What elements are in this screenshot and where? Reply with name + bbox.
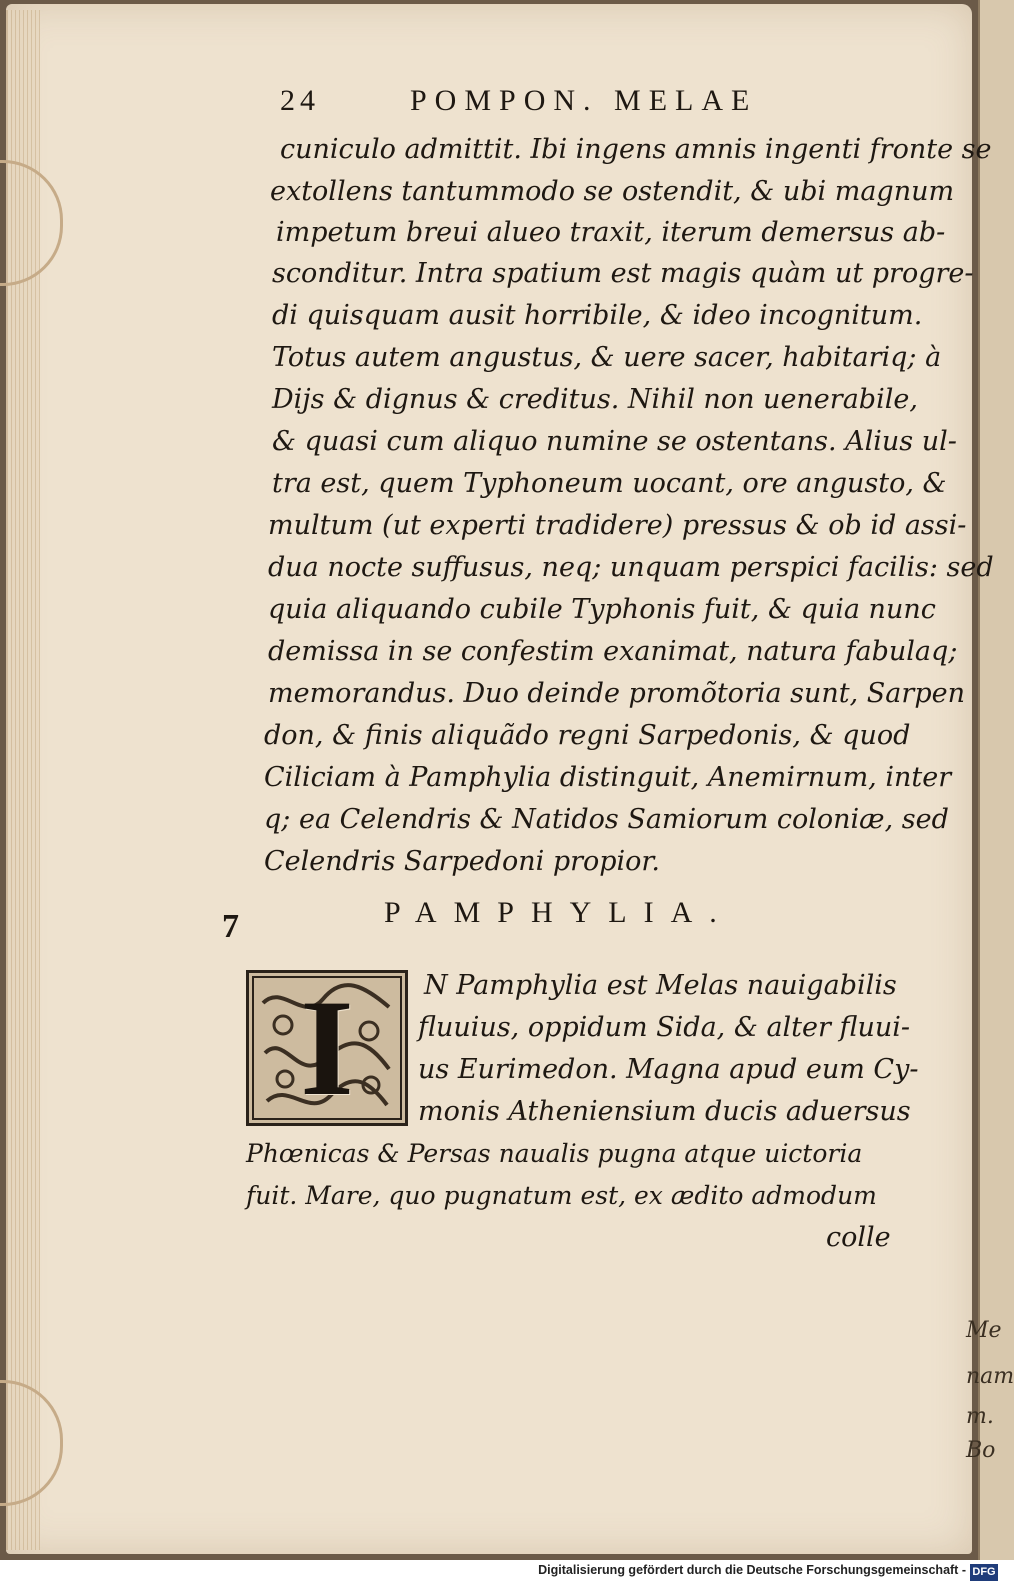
text-line: & quasi cum aliquo numine se ostentans. Alius ul- (272, 426, 957, 457)
text-line: cuniculo admittit. Ibi ingens amnis ingenti fronte se (280, 134, 992, 165)
text-line: memorandus. Duo deinde promõtoria sunt, Sarpen (268, 678, 965, 709)
text-line: sconditur. Intra spatium est magis quàm ut progre- (272, 258, 974, 289)
page-number: 24 (280, 84, 320, 117)
running-head (280, 84, 840, 124)
running-title: POMPON. MELAE (410, 84, 758, 117)
section-title: PAMPHYLIA. (384, 896, 734, 929)
margin-fragment: nam (966, 1364, 1014, 1389)
text-line: multum (ut experti tradidere) pressus & ob id assi- (268, 510, 967, 541)
text-line: di quisquam ausit horribile, & ideo incognitum. (272, 300, 923, 331)
dfg-logo-icon: DFG (970, 1564, 998, 1581)
text-line: dua nocte suffusus, neq; unquam perspici facilis: sed (268, 552, 994, 583)
text-line: Totus autem angustus, & uere sacer, habitariq; à (272, 342, 942, 373)
margin-fragment: Bo (966, 1438, 996, 1463)
decorated-initial (246, 970, 408, 1126)
margin-fragment: m. (966, 1404, 994, 1429)
text-line: impetum breui alueo traxit, iterum demersus ab- (276, 217, 946, 248)
text-line: monis Atheniensium ducis aduersus (418, 1096, 911, 1127)
text-line: extollens tantummodo se ostendit, & ubi magnum (270, 176, 955, 207)
catchword: colle (826, 1222, 891, 1253)
text-line: Phœnicas & Persas naualis pugna atque uictoria (246, 1139, 863, 1168)
text-line: q; ea Celendris & Natidos Samiorum coloniæ, sed (264, 804, 949, 835)
text-line: don, & finis aliquãdo regni Sarpedonis, & quod (264, 720, 911, 751)
text-line: tra est, quem Typhoneum uocant, ore angusto, & (272, 468, 947, 499)
text-line: quia aliquando cubile Typhonis fuit, & quia nunc (268, 594, 936, 625)
text-line: Celendris Sarpedoni propior. (264, 846, 660, 877)
initial-letter: I (300, 971, 354, 1124)
margin-fragment: Me (966, 1318, 1002, 1343)
text-line: us Eurimedon. Magna apud eum Cy- (418, 1054, 919, 1085)
text-line: N Pamphylia est Melas nauigabilis (424, 970, 897, 1001)
text-line: Ciliciam à Pamphylia distinguit, Anemirnum, inter (264, 762, 952, 793)
text-line: fuit. Mare, quo pugnatum est, ex ædito admodum (246, 1181, 877, 1210)
section-number: 7 (222, 908, 239, 945)
text-line: fluuius, oppidum Sida, & alter fluui- (418, 1012, 911, 1043)
text-line: Dijs & dignus & creditus. Nihil non uenerabile, (272, 384, 918, 415)
digitization-credit: Digitalisierung gefördert durch die Deutsche Forschungsgemeinschaft - (538, 1563, 966, 1577)
text-line: demissa in se confestim exanimat, natura fabulaq; (268, 636, 958, 667)
